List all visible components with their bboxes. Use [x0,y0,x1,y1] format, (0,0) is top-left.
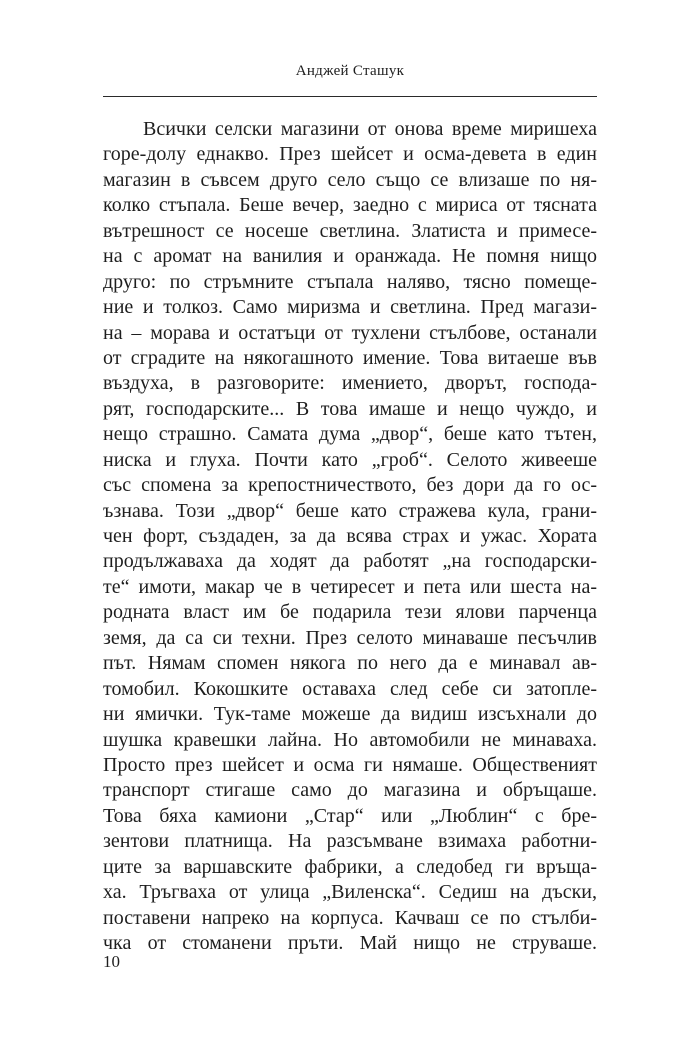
text-line: на с аромат на ванилия и оранжада. Не помня нищо [103,245,597,268]
text-line: шушка кравешки лайна. Но автомобили не минаваха. [103,728,597,751]
body-text [103,117,597,956]
text-line: те“ имоти, макар че в четиресет и пета или шеста на- [103,575,597,598]
text-line: път. Нямам спомен някога по него да е минавал ав- [103,652,597,675]
text-line: зентови платнища. На разсъмване взимаха работни- [103,830,597,853]
text-line: чен форт, създаден, за да всява страх и ужас. Хората [103,525,597,547]
text-line: Това бяха камиони „Стар“ или „Люблин“ с бре- [103,804,597,827]
text-line: въздуха, в разговорите: имението, дворът, господа- [103,372,597,395]
text-line: ни ямички. Тук-таме можеше да видиш изсъхнали до [103,703,597,726]
text-line: вътрешност се носеше светлина. Златиста и примесе- [103,219,597,242]
text-line: ъзнава. Този „двор“ беше като стражева кула, грани- [103,499,597,522]
text-line: със спомена за крепостничеството, без дори да го ос- [103,474,597,497]
text-line: транспорт стигаше само до магазина и обръщаше. [103,779,597,802]
text-line: горе-долу еднакво. През шейсет и осма-девета в един [103,143,597,166]
text-line: нещо страшно. Самата дума „двор“, беше като тътен, [103,423,597,446]
text-line: рят, господарските... В това имаше и нещо чуждо, и [103,397,597,420]
page-number: 10 [103,952,120,971]
text-line: друго: по стръмните стъпала наляво, тясно помеще- [103,270,597,293]
running-head-author: Анджей Сташук [295,63,405,79]
text-line: ние и толкоз. Само миризма и светлина. Пред магази- [103,296,597,319]
text-line: от сградите на някогашното имение. Това витаеше във [103,346,597,369]
text-line: продължаваха да ходят да работят „на господарски- [103,550,597,573]
text-line: на – морава и остатъци от тухлени стълбове, останали [103,321,597,344]
text-line: томобил. Кокошките оставаха след себе си затопле- [103,677,597,700]
text-line: поставени напреко на корпуса. Качваш се по стълби- [103,906,597,929]
text-line: Просто през шейсет и осма ги нямаше. Общественият [103,753,597,776]
text-line: земя, да са си техни. През селото минаваше песъчлив [103,626,597,649]
header-divider [103,96,597,97]
text-line: ха. Тръгваха от улица „Виленска“. Седиш на дъски, [103,881,597,904]
text-line: Всички селски магазини от онова време миришеха [143,118,597,140]
text-line: ците за варшавските фабрики, а следобед ги връща- [103,855,597,878]
text-line: чка от стоманени пръти. Май нищо не струваше. [103,932,597,954]
text-line: ниска и глуха. Почти като „гроб“. Селото живееше [103,448,597,471]
text-line: родната власт им бе подарила тези ялови парченца [103,601,597,624]
text-line: колко стъпала. Беше вечер, заедно с мириса от тясната [103,194,597,217]
text-line: магазин в съвсем друго село също се влизаше по ня- [103,168,597,191]
